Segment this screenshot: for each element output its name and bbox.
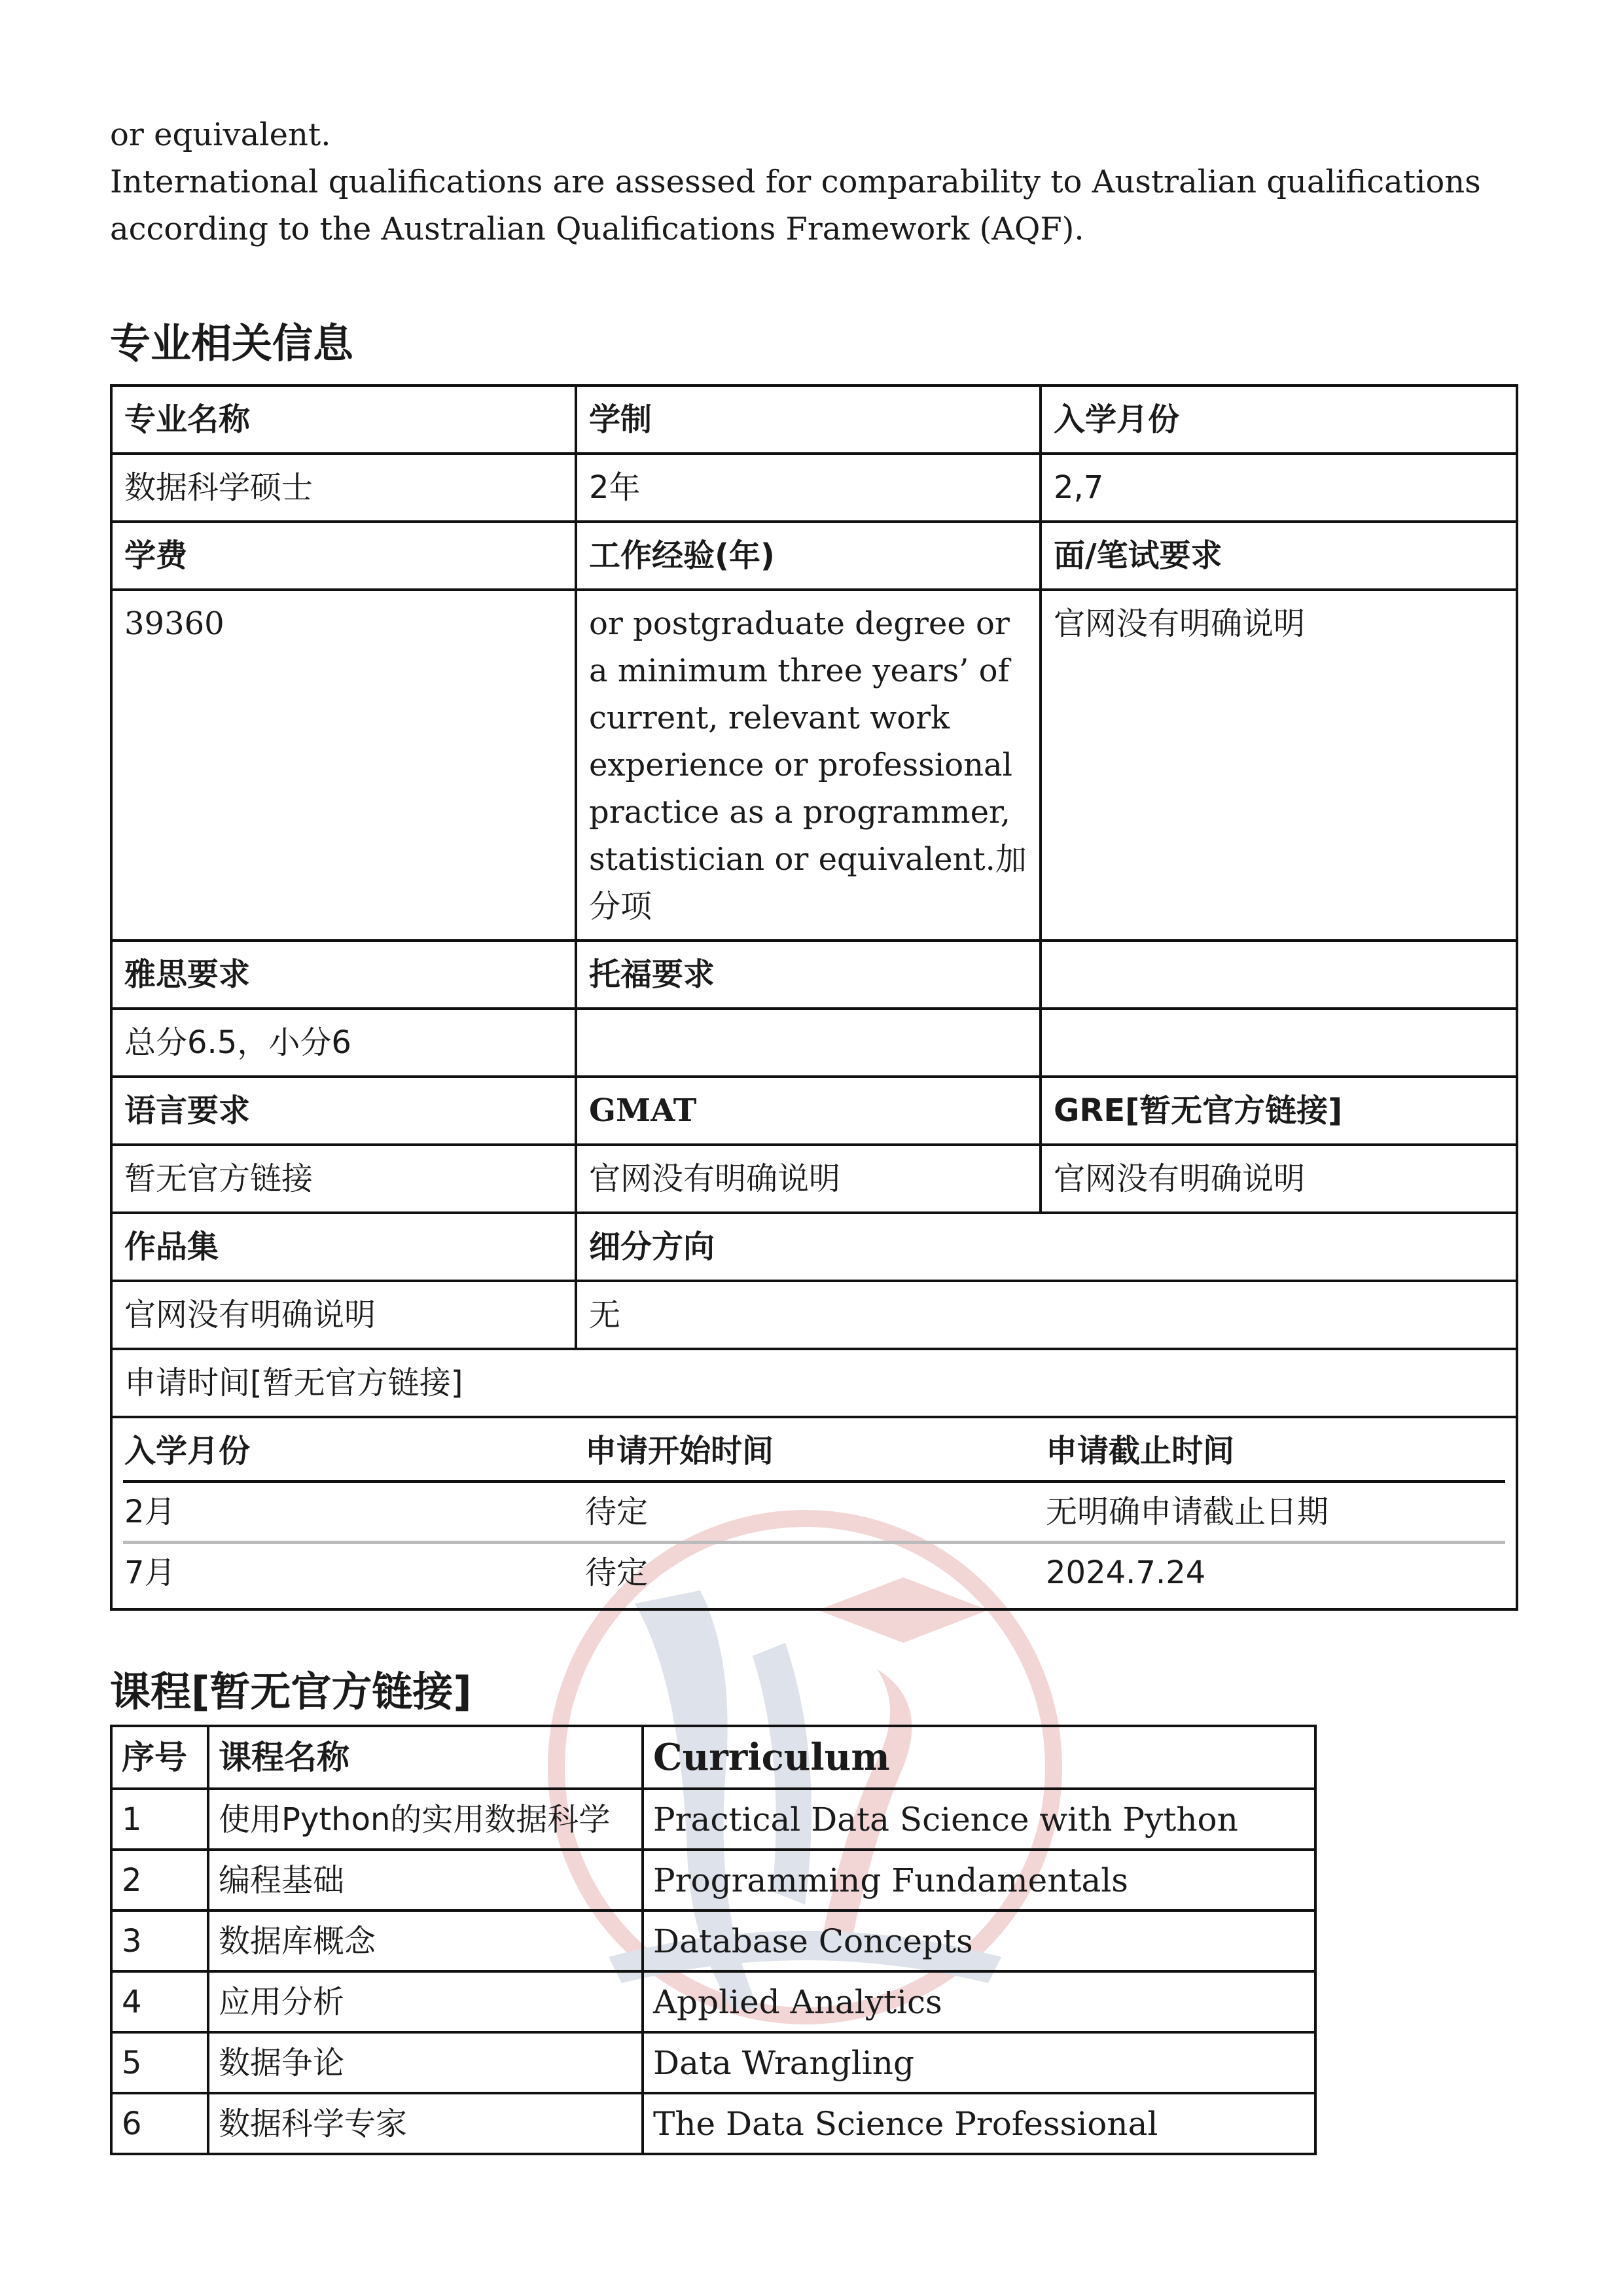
ielts-value: 总分6.5，小分6 (111, 1009, 576, 1077)
program-info-table (110, 384, 1518, 1611)
table-row (111, 1850, 1315, 1910)
empty-cell (1041, 941, 1517, 1009)
app-header-start: 申请开始时间 (584, 1422, 1044, 1482)
table-row (111, 1349, 1517, 1417)
header-ielts: 雅思要求 (111, 941, 576, 1009)
header-portfolio: 作品集 (111, 1213, 576, 1281)
table-row (111, 1077, 1517, 1145)
app-header-deadline: 申请截止时间 (1044, 1422, 1505, 1482)
gmat-value: 官网没有明确说明 (576, 1145, 1041, 1213)
header-direction: 细分方向 (576, 1213, 1517, 1281)
course-name-en: Database Concepts (643, 1910, 1315, 1971)
app-cell: 待定 (584, 1482, 1044, 1543)
work-experience-value: or postgraduate degree or a minimum three years’ of current, relevant work experience or professional practice as a programmer, statistician or equivalent.加分项 (576, 590, 1041, 941)
table-row (111, 1726, 1315, 1789)
table-row (111, 1910, 1315, 1971)
application-schedule-cell (111, 1417, 1517, 1609)
tuition-value: 39360 (111, 590, 576, 941)
header-language: 语言要求 (111, 1077, 576, 1145)
header-program-name: 专业名称 (111, 386, 576, 454)
intro-paragraph (110, 111, 1517, 253)
intro-line: International qualifications are assessed for comparability to Australian qualifications (110, 164, 1481, 200)
course-header-name: 课程名称 (208, 1726, 643, 1789)
header-tuition: 学费 (111, 522, 576, 590)
course-table (110, 1725, 1317, 2155)
header-gre: GRE[暂无官方链接] (1041, 1077, 1517, 1145)
direction-value: 无 (576, 1281, 1517, 1349)
table-row (111, 1971, 1315, 2032)
table-row (111, 522, 1517, 590)
table-row (123, 1482, 1505, 1543)
app-cell: 7月 (124, 1554, 176, 1591)
course-header-index: 序号 (111, 1726, 208, 1789)
course-index: 5 (111, 2032, 208, 2093)
table-row (111, 1789, 1315, 1850)
header-intake-month: 入学月份 (1041, 386, 1517, 454)
table-row (111, 2032, 1315, 2093)
table-row (111, 1213, 1517, 1281)
course-index: 4 (111, 1971, 208, 2032)
application-time-label: 申请时间[暂无官方链接] (111, 1349, 1517, 1417)
table-row (123, 1543, 1505, 1602)
course-name-en: Programming Fundamentals (643, 1850, 1315, 1910)
header-gmat: GMAT (576, 1077, 1041, 1145)
intro-line: according to the Australian Qualifications Framework (AQF). (110, 211, 1084, 247)
course-name-en: The Data Science Professional (643, 2093, 1315, 2154)
interview-requirement-value: 官网没有明确说明 (1041, 590, 1517, 941)
course-index: 2 (111, 1850, 208, 1910)
table-row (111, 1417, 1517, 1609)
table-row (111, 590, 1517, 941)
table-row (123, 1422, 1505, 1482)
app-cell: 2月 (123, 1482, 584, 1543)
duration-value: 2年 (576, 454, 1041, 522)
section-title-program-info: 专业相关信息 (110, 319, 354, 367)
app-cell: 待定 (585, 1554, 649, 1591)
app-cell: 无明确申请截止日期 (1044, 1482, 1505, 1543)
table-row (111, 386, 1517, 454)
course-name-cn: 数据争论 (208, 2032, 643, 2093)
section-title-courses: 课程[暂无官方链接] (110, 1668, 472, 1715)
header-work-experience: 工作经验(年) (576, 522, 1041, 590)
header-interview-requirement: 面/笔试要求 (1041, 522, 1517, 590)
table-row (111, 1009, 1517, 1077)
table-row (111, 2093, 1315, 2154)
course-name-cn: 数据科学专家 (208, 2093, 643, 2154)
empty-cell (1041, 1009, 1517, 1077)
portfolio-value: 官网没有明确说明 (111, 1281, 576, 1349)
toefl-value (576, 1009, 1041, 1077)
table-row (111, 1281, 1517, 1349)
course-name-cn: 应用分析 (208, 1971, 643, 2032)
intro-line: or equivalent. (110, 117, 331, 153)
table-row (111, 941, 1517, 1009)
course-name-en: Data Wrangling (643, 2032, 1315, 2093)
header-duration: 学制 (576, 386, 1041, 454)
course-header-curriculum: Curriculum (643, 1726, 1315, 1789)
course-name-cn: 数据库概念 (208, 1910, 643, 1971)
app-header-intake: 入学月份 (123, 1422, 584, 1482)
course-index: 6 (111, 2093, 208, 2154)
course-name-en: Practical Data Science with Python (643, 1789, 1315, 1850)
language-value: 暂无官方链接 (111, 1145, 576, 1213)
course-index: 3 (111, 1910, 208, 1971)
intake-month-value: 2,7 (1041, 454, 1517, 522)
header-toefl: 托福要求 (576, 941, 1041, 1009)
course-name-cn: 使用Python的实用数据科学 (208, 1789, 643, 1850)
course-name-cn: 编程基础 (208, 1850, 643, 1910)
app-cell: 2024.7.24 (1046, 1554, 1206, 1591)
application-schedule-table (123, 1422, 1505, 1602)
program-name-value: 数据科学硕士 (111, 454, 576, 522)
course-index: 1 (111, 1789, 208, 1850)
table-row (111, 1145, 1517, 1213)
gre-value: 官网没有明确说明 (1041, 1145, 1517, 1213)
table-row (111, 454, 1517, 522)
course-name-en: Applied Analytics (643, 1971, 1315, 2032)
